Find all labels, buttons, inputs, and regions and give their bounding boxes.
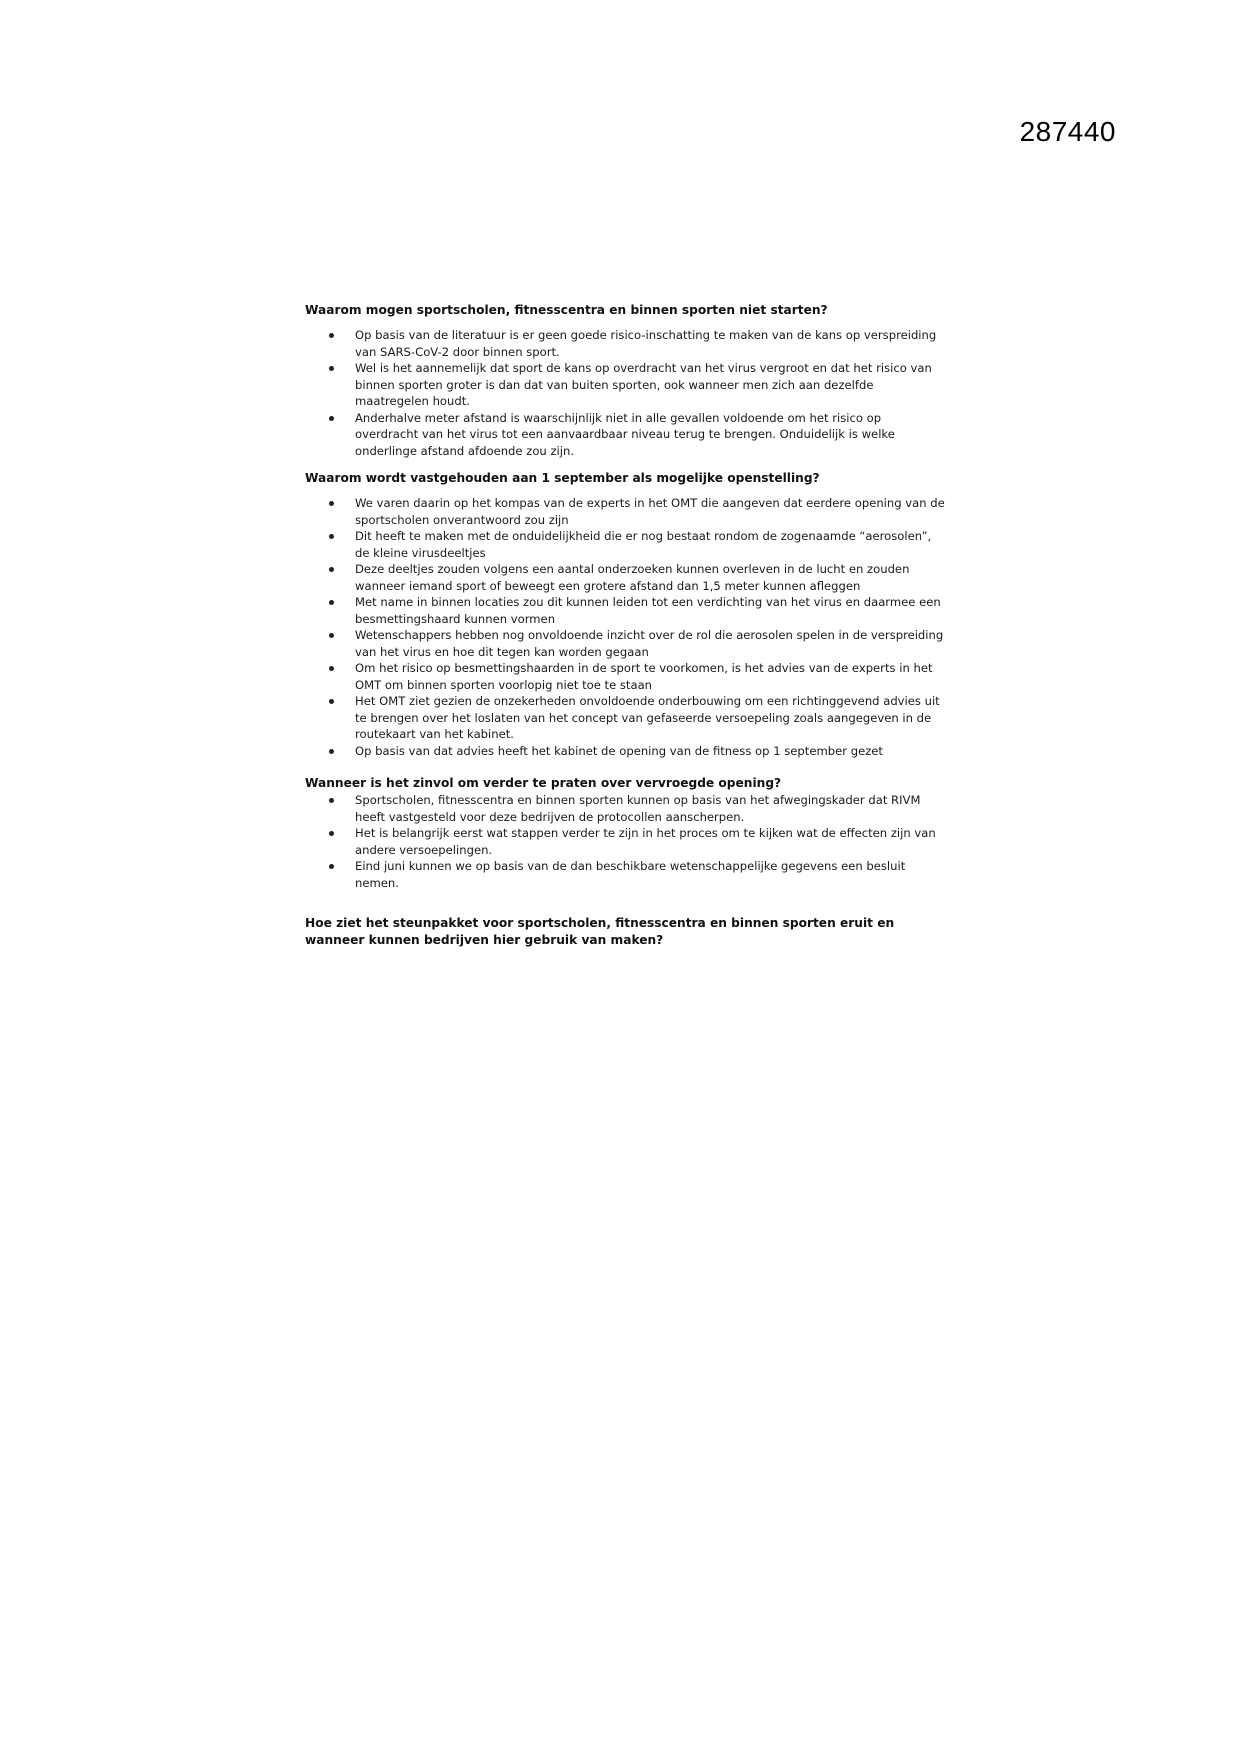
bullet-icon: [329, 798, 334, 803]
list-item: [305, 327, 945, 360]
bullet-icon: [329, 416, 334, 421]
bullet-list: [305, 495, 945, 759]
bullet-icon: [329, 501, 334, 506]
list-item: [305, 792, 945, 825]
list-item-text: Anderhalve meter afstand is waarschijnlijk niet in alle gevallen voldoende om het risico op overdracht van het virus tot een aanvaardbaar niveau terug te brengen. Onduidelijk is welke onderlinge afstand afdoende zou zijn.: [355, 410, 895, 458]
list-item: [305, 660, 945, 693]
list-item: [305, 693, 945, 743]
list-item: [305, 825, 945, 858]
list-item-text: Het OMT ziet gezien de onzekerheden onvoldoende onderbouwing om een richtinggevend advies uit te brengen over het loslaten van het concept van gefaseerde versoepeling zoals aangegeven in de routekaart van het kabinet.: [355, 694, 940, 741]
list-item: [305, 561, 945, 594]
list-item-text: Op basis van dat advies heeft het kabinet de opening van de fitness op 1 september gezet: [355, 743, 883, 758]
bullet-icon: [329, 600, 334, 605]
list-item-text: Deze deeltjes zouden volgens een aantal onderzoeken kunnen overleven in de lucht en zouden wanneer iemand sport of beweegt een grotere afstand dan 1,5 meter kunnen afleggen: [355, 562, 910, 593]
bullet-icon: [329, 366, 334, 371]
bullet-icon: [329, 633, 334, 638]
list-item-text: Het is belangrijk eerst wat stappen verder te zijn in het proces om te kijken wat de effecten zijn van andere versoepelingen.: [355, 826, 936, 857]
list-item: [305, 360, 945, 410]
document-body: [305, 302, 945, 949]
list-item: [305, 858, 945, 891]
list-item: [305, 743, 945, 760]
list-item-text: Dit heeft te maken met de onduidelijkheid die er nog bestaat rondom de zogenaamde “aerosolen”, de kleine virusdeeltjes: [355, 529, 932, 560]
document-number: 287440: [1019, 116, 1116, 147]
list-item-text: We varen daarin op het kompas van de experts in het OMT die aangeven dat eerdere opening van de sportscholen onverantwoord zou zijn: [355, 496, 945, 527]
list-item: [305, 410, 945, 460]
list-item-text: Met name in binnen locaties zou dit kunnen leiden tot een verdichting van het virus en daarmee een besmettingshaard kunnen vormen: [355, 595, 941, 626]
bullet-icon: [329, 864, 334, 869]
bullet-list: [305, 327, 945, 459]
section-heading: Wanneer is het zinvol om verder te praten over vervroegde opening?: [305, 776, 782, 790]
bullet-icon: [329, 333, 334, 338]
list-item-text: Eind juni kunnen we op basis van de dan beschikbare wetenschappelijke gegevens een besluit nemen.: [355, 859, 906, 890]
section-heading: Waarom wordt vastgehouden aan 1 september als mogelijke openstelling?: [305, 471, 820, 485]
bullet-icon: [329, 699, 334, 704]
list-item-text: Op basis van de literatuur is er geen goede risico-inschatting te maken van de kans op verspreiding van SARS-CoV-2 door binnen sport.: [355, 328, 937, 359]
list-item: [305, 627, 945, 660]
bullet-icon: [329, 666, 334, 671]
bullet-icon: [329, 567, 334, 572]
section-heading: Hoe ziet het steunpakket voor sportscholen, fitnesscentra en binnen sporten eruit en wanneer kunnen bedrijven hier gebruik van maken?: [305, 916, 895, 947]
list-item: [305, 594, 945, 627]
bullet-icon: [329, 534, 334, 539]
list-item-text: Sportscholen, fitnesscentra en binnen sporten kunnen op basis van het afwegingskader dat RIVM heeft vastgesteld voor deze bedrijven de protocollen aanscherpen.: [355, 793, 921, 824]
list-item-text: Wel is het aannemelijk dat sport de kans op overdracht van het virus vergroot en dat het risico van binnen sporten groter is dan dat van buiten sporten, ook wanneer men zich aan dezelfde maatregelen houdt.: [355, 361, 932, 408]
bullet-list: [305, 792, 945, 891]
bullet-icon: [329, 831, 334, 836]
list-item-text: Wetenschappers hebben nog onvoldoende inzicht over de rol die aerosolen spelen in de verspreiding van het virus en hoe dit tegen kan worden gegaan: [355, 628, 944, 659]
list-item: [305, 528, 945, 561]
bullet-icon: [329, 749, 334, 754]
list-item: [305, 495, 945, 528]
section-heading: Waarom mogen sportscholen, fitnesscentra en binnen sporten niet starten?: [305, 303, 828, 317]
list-item-text: Om het risico op besmettingshaarden in de sport te voorkomen, is het advies van de experts in het OMT om binnen sporten voorlopig niet toe te staan: [355, 661, 933, 692]
